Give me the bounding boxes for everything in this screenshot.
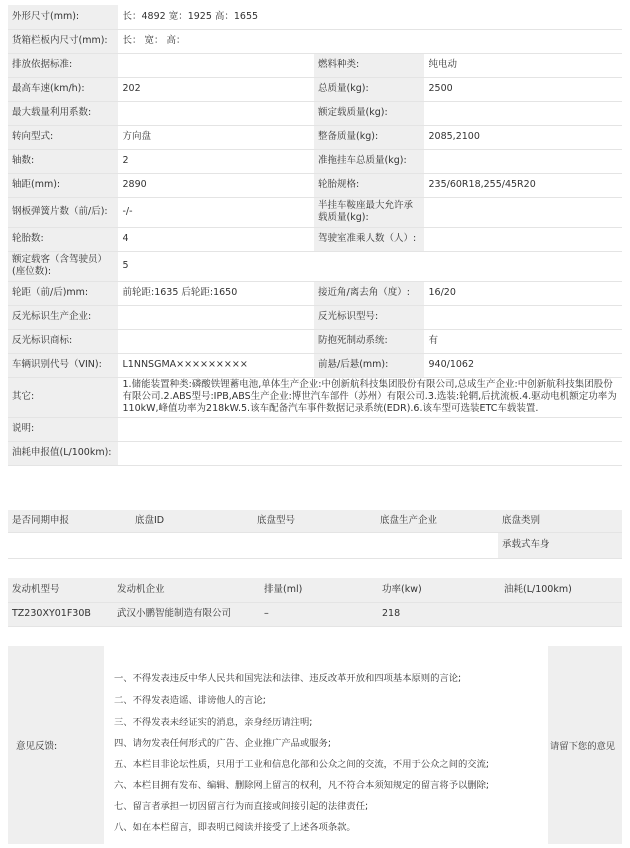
spec-value [118, 305, 314, 329]
spec-label: 最高车速(km/h): [8, 77, 118, 101]
spec-label: 轮胎规格: [314, 173, 424, 197]
spec-label: 半挂车鞍座最大允许承载质量(kg): [314, 197, 424, 227]
spec-label: 轮胎数: [8, 227, 118, 251]
spec-label: 准拖挂车总质量(kg): [314, 149, 424, 173]
feedback-rule: 八、如在本栏留言，即表明已阅读并接受了上述各项条款。 [114, 822, 356, 833]
spec-value [118, 417, 622, 441]
feedback-rule: 一、不得发表违反中华人民共和国宪法和法律、违反改革开放和四项基本原则的言论; [114, 673, 462, 684]
feedback-section [8, 646, 622, 844]
spec-label: 燃料种类: [314, 53, 424, 77]
spec-label: 其它: [8, 377, 118, 417]
chassis-cell [253, 532, 376, 558]
feedback-rule: 四、请勿发表任何形式的广告、企业推广产品或服务; [114, 738, 331, 749]
feedback-action-cell[interactable] [548, 646, 622, 844]
spec-label: 驾驶室准乘人数（人）: [314, 227, 424, 251]
spec-row [8, 197, 622, 227]
feedback-rule: 三、不得发表未经证实的消息，亲身经历请注明; [114, 717, 313, 728]
spec-value [118, 53, 314, 77]
spec-label: 轴距(mm): [8, 173, 118, 197]
spec-value: 长：4892 宽：1925 高：1655 [118, 5, 622, 29]
engine-cell: – [260, 602, 378, 626]
spec-label: 接近角/离去角（度）: [314, 281, 424, 305]
chassis-cell [8, 532, 131, 558]
spec-value: L1NNSGMA××××××××× [118, 353, 314, 377]
spec-value: 2890 [118, 173, 314, 197]
spec-row [8, 305, 622, 329]
engine-header: 发动机型号 [8, 578, 113, 602]
spec-value: -/- [118, 197, 314, 227]
spec-value [424, 305, 622, 329]
engine-header-row [8, 578, 622, 602]
chassis-header: 是否同期申报 [8, 510, 131, 532]
leave-comment-link[interactable]: 请留下您的意见 [550, 741, 616, 752]
feedback-rule: 六、本栏目拥有发布、编辑、删除网上留言的权利，凡不符合本须知规定的留言将予以删除; [114, 780, 490, 791]
spec-value: 前轮距:1635 后轮距:1650 [118, 281, 314, 305]
spec-row [8, 329, 622, 353]
spec-row [8, 417, 622, 441]
chassis-header: 底盘型号 [253, 510, 376, 532]
chassis-header: 底盘生产企业 [376, 510, 498, 532]
spec-row [8, 77, 622, 101]
spec-row [8, 281, 622, 305]
spec-table [8, 5, 622, 466]
spec-row [8, 149, 622, 173]
chassis-row [8, 532, 622, 558]
spec-value: 纯电动 [424, 53, 622, 77]
spec-label: 额定载客（含驾驶员）(座位数): [8, 251, 118, 281]
engine-cell: 武汉小鹏智能制造有限公司 [113, 602, 260, 626]
spec-value [424, 149, 622, 173]
chassis-cell [131, 532, 253, 558]
spec-row [8, 53, 622, 77]
engine-table [8, 578, 622, 627]
spec-value: 1.储能装置种类:磷酸铁锂蓄电池,单体生产企业:中创新航科技集团股份有限公司,总成生产企业:中创新航科技集团股份有限公司.2.ABS型号:IPB,ABS生产企业:博世汽车部件（苏州）有限公司.3.选装:轮辋,后扰流板.4.驱动电机额定功率为110kW,峰值功率为218kW.5.该车配备汽车事件数据记录系统(EDR).6.该车型可选装ETC车载装置. [118, 377, 622, 417]
chassis-cell [376, 532, 498, 558]
spec-row [8, 101, 622, 125]
spec-label: 反光标识生产企业: [8, 305, 118, 329]
feedback-rules [104, 646, 548, 844]
spec-label: 额定载质量(kg): [314, 101, 424, 125]
engine-cell: TZ230XY01F30B [8, 602, 113, 626]
spec-row [8, 441, 622, 465]
spec-label: 反光标识型号: [314, 305, 424, 329]
spec-value: 2500 [424, 77, 622, 101]
engine-row [8, 602, 622, 626]
spec-label: 总质量(kg): [314, 77, 424, 101]
engine-header: 发动机企业 [113, 578, 260, 602]
engine-header: 功率(kw) [378, 578, 500, 602]
spec-row [8, 251, 622, 281]
spec-value: 有 [424, 329, 622, 353]
spec-row [8, 173, 622, 197]
feedback-rule: 七、留言者承担一切因留言行为而直接或间接引起的法律责任; [114, 801, 369, 812]
spec-row [8, 377, 622, 417]
spec-label: 前悬/后悬(mm): [314, 353, 424, 377]
spec-label: 整备质量(kg): [314, 125, 424, 149]
spec-value: 4 [118, 227, 314, 251]
spec-label: 货箱栏板内尺寸(mm): [8, 29, 118, 53]
chassis-header: 底盘类别 [498, 510, 622, 532]
feedback-rule: 五、本栏目非论坛性质，只用于工业和信息化部和公众之间的交流，不用于公众之间的交流; [114, 759, 490, 770]
spec-value: 940/1062 [424, 353, 622, 377]
spec-value [424, 101, 622, 125]
feedback-rule: 二、不得发表造谣、诽谤他人的言论; [114, 695, 266, 706]
spec-label: 转向型式: [8, 125, 118, 149]
spec-row [8, 5, 622, 29]
spec-row [8, 227, 622, 251]
spec-label: 防抱死制动系统: [314, 329, 424, 353]
spec-value: 方向盘 [118, 125, 314, 149]
spec-value: 202 [118, 77, 314, 101]
spec-value: 2 [118, 149, 314, 173]
spec-value: 长： 宽： 高： [118, 29, 622, 53]
spec-value [118, 441, 622, 465]
spec-label: 最大载量利用系数: [8, 101, 118, 125]
chassis-header-row [8, 510, 622, 532]
spec-value: 5 [118, 251, 622, 281]
spec-label: 钢板弹簧片数（前/后): [8, 197, 118, 227]
feedback-label: 意见反馈: [16, 741, 58, 752]
spec-row [8, 29, 622, 53]
spec-label: 反光标识商标: [8, 329, 118, 353]
spec-value: 16/20 [424, 281, 622, 305]
spec-row [8, 353, 622, 377]
engine-header: 排量(ml) [260, 578, 378, 602]
spec-label: 轮距（前/后)mm: [8, 281, 118, 305]
engine-cell: 218 [378, 602, 500, 626]
spec-value: 2085,2100 [424, 125, 622, 149]
engine-header: 油耗(L/100km) [500, 578, 622, 602]
spec-label: 外形尺寸(mm): [8, 5, 118, 29]
spec-value [118, 329, 314, 353]
chassis-table [8, 510, 622, 559]
chassis-header: 底盘ID [131, 510, 253, 532]
feedback-label-cell [8, 646, 104, 844]
spec-value [424, 227, 622, 251]
spec-label: 轴数: [8, 149, 118, 173]
engine-cell [500, 602, 622, 626]
spec-value [424, 197, 622, 227]
spec-value [118, 101, 314, 125]
spec-label: 车辆识别代号（VIN): [8, 353, 118, 377]
spec-row [8, 125, 622, 149]
spec-label: 油耗申报值(L/100km): [8, 441, 118, 465]
spec-value: 235/60R18,255/45R20 [424, 173, 622, 197]
chassis-cell: 承载式车身 [498, 532, 622, 558]
spec-label: 排放依据标准: [8, 53, 118, 77]
spec-label: 说明: [8, 417, 118, 441]
